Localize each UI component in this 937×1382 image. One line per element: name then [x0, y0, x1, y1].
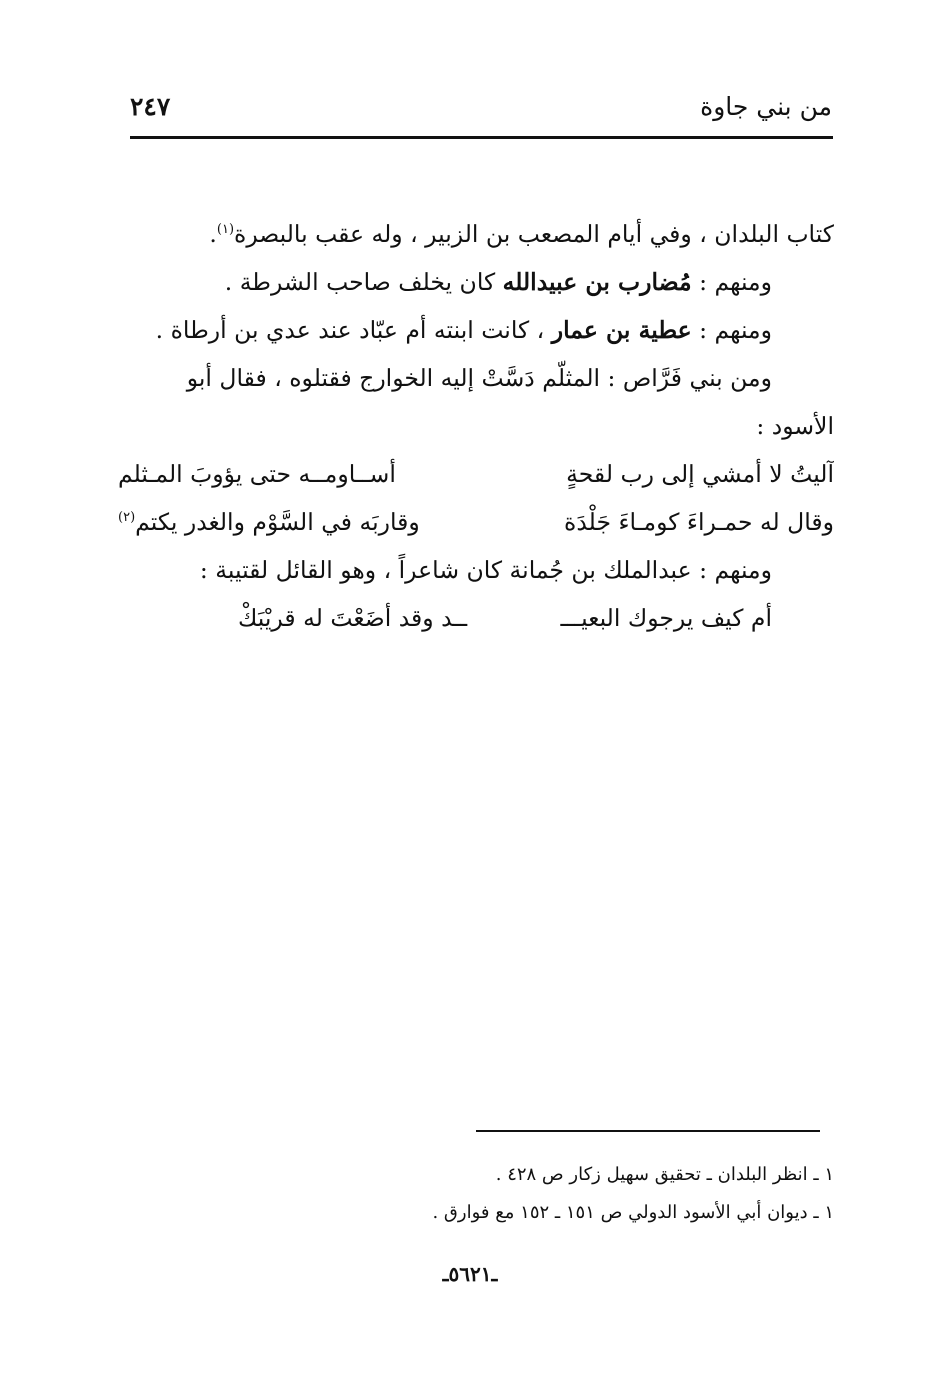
running-head-title: من بني جاوة	[700, 92, 832, 121]
footnote-2: ١ ـ ديوان أبي الأسود الدولي ص ١٥١ ـ ١٥٢ مع فوارق .	[432, 1202, 834, 1223]
text-line-6: ومنهم : عبدالملك بن جُمانة كان شاعراً ، وهو القائل لقتيبة :	[199, 556, 772, 584]
text-line-1-content: كتاب البلدان ، وفي أيام المصعب بن الزبير ، وله عقب بالبصرة	[234, 220, 834, 248]
verse-1-second-hemistich: أســاومــه حتى يؤوبَ المـثلم	[118, 460, 396, 488]
text-line-2-suffix: كان يخلف صاحب الشرطة .	[224, 268, 503, 296]
verse-2-second-text: وقاربَه في السَّوْم والغدر يكتم	[135, 508, 420, 536]
main-text	[118, 210, 834, 642]
verse-1-first-hemistich: آليتُ لا أمشي إلى رب لقحةٍ	[566, 460, 834, 488]
text-line-2-prefix: ومنهم :	[691, 268, 772, 296]
text-line-5: الأسود :	[756, 412, 834, 440]
text-line-1-end: .	[209, 220, 217, 248]
verse-3-second-hemistich: ــد وقد أضَعْتَ له قريْبَكْ	[238, 604, 468, 632]
header-rule	[130, 136, 833, 139]
verse-2-second-hemistich	[118, 498, 420, 546]
running-head	[130, 92, 832, 138]
verse-3	[118, 594, 834, 642]
text-line-3	[118, 306, 834, 354]
person-name-atiyya: عطية بن عمار	[551, 316, 692, 344]
footnotes	[300, 1156, 834, 1232]
text-line-1	[118, 210, 834, 258]
person-name-mudarib: مُضارب بن عبيدالله	[502, 268, 692, 296]
folio-number: ـ٥٦٢١ـ	[442, 1262, 498, 1286]
text-line-4: ومن بني فَرَّاص : المثلّم دَسَّتْ إليه الخوارج فقتلوه ، فقال أبو	[186, 364, 772, 392]
page-number: ٢٤٧	[130, 92, 171, 121]
verse-1	[118, 450, 834, 498]
text-line-3-prefix: ومنهم :	[691, 316, 772, 344]
footnote-rule	[476, 1130, 820, 1132]
text-line-2	[118, 258, 834, 306]
text-line-3-suffix: ، كانت ابنته أم عبّاد عند عدي بن أرطاة .	[155, 316, 552, 344]
footnote-ref-2: (٢)	[118, 510, 136, 526]
verse-3-first-hemistich: أم كيف يرجوك البعيـــ	[560, 604, 772, 632]
verse-2-first-hemistich: وقال له حمـراءَ كومـاءَ جَلْدَة	[564, 508, 834, 536]
verse-2	[118, 498, 834, 546]
footnote-1: ١ ـ انظر البلدان ـ تحقيق سهيل زكار ص ٤٢٨ .	[495, 1164, 834, 1185]
footnote-ref-1: (١)	[216, 222, 235, 238]
